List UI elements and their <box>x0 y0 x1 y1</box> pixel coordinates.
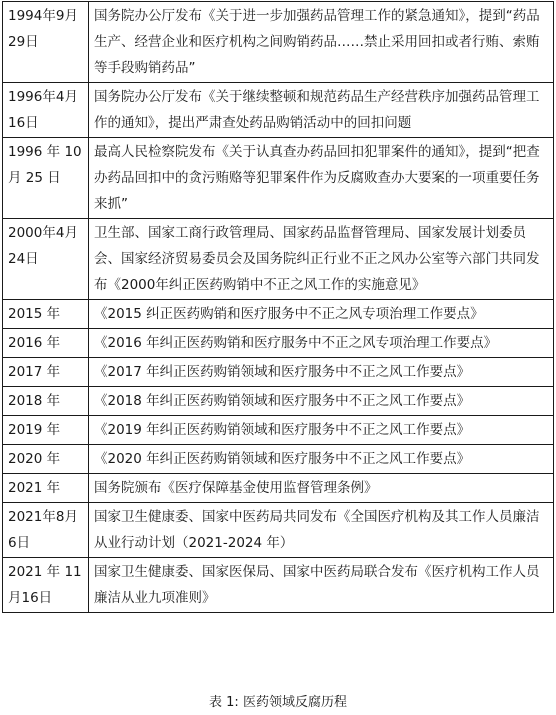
date-cell: 1996年4月16日 <box>3 83 89 138</box>
table-row <box>3 387 554 416</box>
table-row <box>3 2 554 83</box>
event-cell: 《2020 年纠正医药购销领域和医疗服务中不正之风工作要点》 <box>89 445 554 474</box>
table-row <box>3 358 554 387</box>
event-cell: 《2016 年纠正医药购销和医疗服务中不正之风专项治理工作要点》 <box>89 329 554 358</box>
date-cell: 2019 年 <box>3 416 89 445</box>
event-cell: 《2017 年纠正医药购销领域和医疗服务中不正之风工作要点》 <box>89 358 554 387</box>
date-cell: 1994年9月29日 <box>3 2 89 83</box>
date-cell: 2018 年 <box>3 387 89 416</box>
event-cell: 《2018 年纠正医药购销领域和医疗服务中不正之风工作要点》 <box>89 387 554 416</box>
event-cell: 最高人民检察院发布《关于认真查办药品回扣犯罪案件的通知》，提到“把查办药品回扣中的贪污贿赂等犯罪案件作为反腐败查办大要案的一项重要任务来抓” <box>89 138 554 219</box>
table-row <box>3 329 554 358</box>
event-cell: 国家卫生健康委、国家中医药局共同发布《全国医疗机构及其工作人员廉洁从业行动计划（2021-2024 年） <box>89 503 554 558</box>
table-row <box>3 416 554 445</box>
event-cell: 国务院颁布《医疗保障基金使用监督管理条例》 <box>89 474 554 503</box>
table-row <box>3 300 554 329</box>
event-cell: 《2015 纠正医药购销和医疗服务中不正之风专项治理工作要点》 <box>89 300 554 329</box>
date-cell: 2016 年 <box>3 329 89 358</box>
table-row <box>3 474 554 503</box>
table-row <box>3 558 554 613</box>
event-cell: 卫生部、国家工商行政管理局、国家药品监督管理局、国家发展计划委员会、国家经济贸易委员会及国务院纠正行业不正之风办公室等六部门共同发布《2000年纠正医药购销中不正之风工作的实施意见》 <box>89 219 554 300</box>
anticorruption-history-table <box>2 1 554 613</box>
date-cell: 2021 年 <box>3 474 89 503</box>
date-cell: 2021 年 11 月16日 <box>3 558 89 613</box>
date-cell: 2000年4月24日 <box>3 219 89 300</box>
table-row <box>3 445 554 474</box>
date-cell: 1996 年 10 月 25 日 <box>3 138 89 219</box>
table-row <box>3 83 554 138</box>
event-cell: 国务院办公厅发布《关于继续整顿和规范药品生产经营秩序加强药品管理工作的通知》，提出严肃查处药品购销活动中的回扣问题 <box>89 83 554 138</box>
date-cell: 2021年8月6日 <box>3 503 89 558</box>
event-cell: 国务院办公厅发布《关于进一步加强药品管理工作的紧急通知》，提到“药品生产、经营企业和医疗机构之间购销药品……禁止采用回扣或者行贿、索贿等手段购销药品” <box>89 2 554 83</box>
event-cell: 国家卫生健康委、国家医保局、国家中医药局联合发布《医疗机构工作人员廉洁从业九项准则》 <box>89 558 554 613</box>
event-cell: 《2019 年纠正医药购销领域和医疗服务中不正之风工作要点》 <box>89 416 554 445</box>
date-cell: 2017 年 <box>3 358 89 387</box>
table-caption: 表 1: 医药领域反腐历程 <box>209 695 347 710</box>
date-cell: 2015 年 <box>3 300 89 329</box>
table-row <box>3 503 554 558</box>
table-row <box>3 138 554 219</box>
table-row <box>3 219 554 300</box>
date-cell: 2020 年 <box>3 445 89 474</box>
